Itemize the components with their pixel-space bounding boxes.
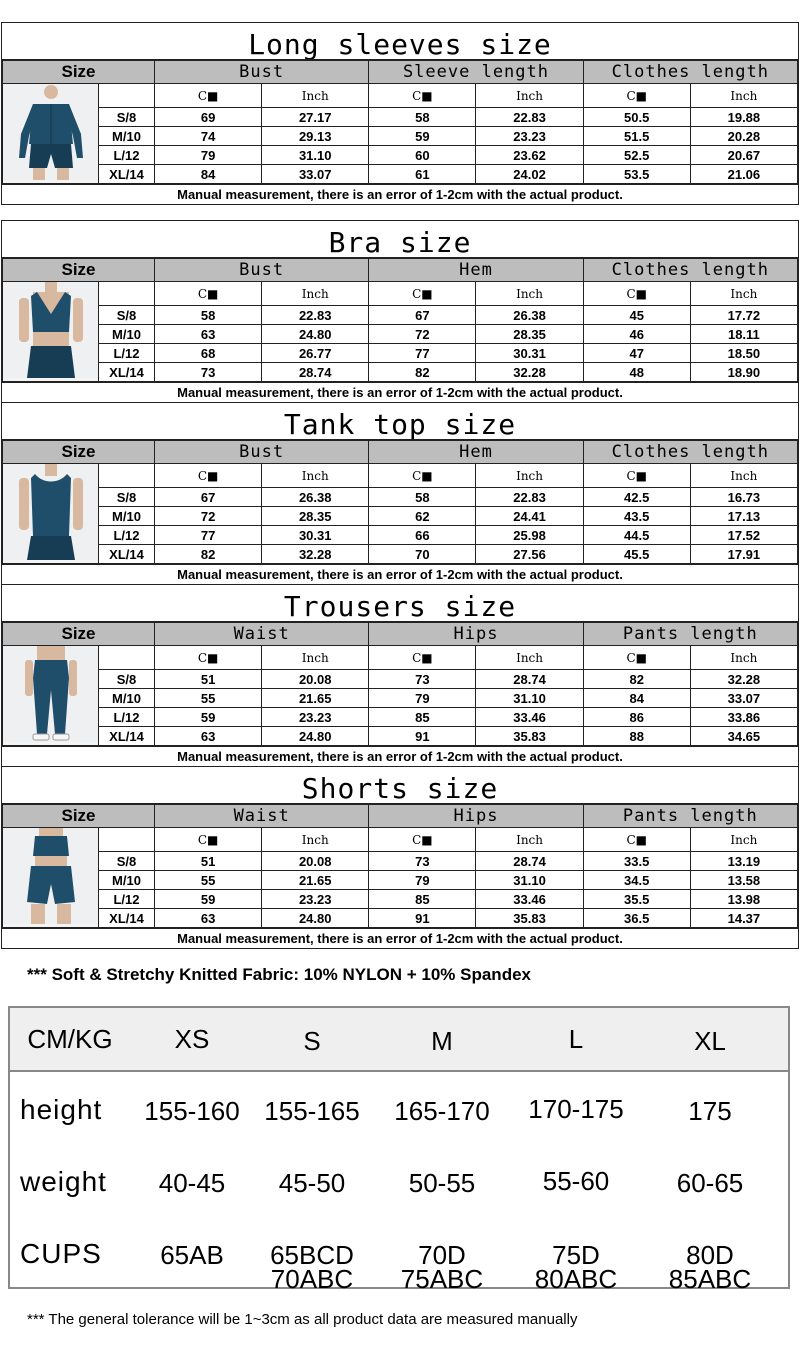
long-sleeves-size-chart	[1, 22, 799, 205]
tolerance-footnote: *** The general tolerance will be 1~3cm as all product data are measured manually	[27, 1311, 578, 1328]
measure-value: 28.35	[262, 507, 369, 526]
fit-height-value: 170-175	[528, 1094, 624, 1124]
measure-value: 21.65	[262, 871, 369, 890]
measure-group-header: Hem	[369, 259, 583, 282]
size-label: M/10	[99, 507, 155, 526]
measure-group-header: Waist	[155, 805, 369, 828]
table-row	[3, 325, 798, 344]
tank-top-size-chart	[1, 402, 799, 585]
size-label: S/8	[99, 852, 155, 871]
measure-value: 32.28	[262, 545, 369, 564]
unit-inch-label: Inch	[476, 84, 583, 108]
measurement-note: Manual measurement, there is an error of 1-2cm with the actual product.	[2, 746, 798, 766]
measure-group-header: Sleeve length	[369, 61, 583, 84]
measure-group-header: Clothes length	[583, 61, 797, 84]
measure-value: 61	[369, 165, 476, 184]
size-label: XL/14	[99, 727, 155, 746]
measure-group-header: Pants length	[583, 805, 797, 828]
size-label: M/10	[99, 689, 155, 708]
measurement-note: Manual measurement, there is an error of 1-2cm with the actual product.	[2, 928, 798, 948]
size-label: L/12	[99, 708, 155, 727]
measure-group-header: Pants length	[583, 623, 797, 646]
measure-group-header: Bust	[155, 259, 369, 282]
measure-value: 52.5	[583, 146, 690, 165]
measure-value: 58	[369, 108, 476, 127]
fit-weight-value: 50-55	[408, 1168, 476, 1198]
product-photo	[3, 828, 99, 928]
measure-value: 44.5	[583, 526, 690, 545]
measure-value: 33.46	[476, 708, 583, 727]
unit-inch-label: Inch	[690, 282, 797, 306]
measure-value: 58	[155, 306, 262, 325]
size-label: M/10	[99, 127, 155, 146]
measure-value: 60	[369, 146, 476, 165]
measure-value: 13.19	[690, 852, 797, 871]
unit-cm-label: C■	[155, 828, 262, 852]
measure-value: 16.73	[690, 488, 797, 507]
measure-value: 70	[369, 545, 476, 564]
measure-value: 14.37	[690, 909, 797, 928]
measure-value: 26.77	[262, 344, 369, 363]
measure-value: 72	[369, 325, 476, 344]
unit-inch-label: Inch	[262, 282, 369, 306]
measure-value: 82	[583, 670, 690, 689]
unit-cm-label: C■	[369, 828, 476, 852]
measure-value: 55	[155, 689, 262, 708]
measure-value: 88	[583, 727, 690, 746]
measure-value: 47	[583, 344, 690, 363]
measure-value: 17.91	[690, 545, 797, 564]
fit-cups-value-2: 80ABC	[534, 1264, 618, 1294]
fit-size-m: M	[431, 1026, 453, 1056]
measure-value: 35.5	[583, 890, 690, 909]
measure-value: 18.11	[690, 325, 797, 344]
fit-cups-value-2: 85ABC	[668, 1264, 752, 1294]
measure-value: 46	[583, 325, 690, 344]
measure-value: 77	[155, 526, 262, 545]
measure-value: 22.83	[262, 306, 369, 325]
fit-guide-table	[8, 1006, 790, 1294]
size-label: XL/14	[99, 165, 155, 184]
measure-value: 27.17	[262, 108, 369, 127]
measure-value: 22.83	[476, 488, 583, 507]
size-header: Size	[3, 623, 155, 646]
table-row	[3, 507, 798, 526]
measure-value: 35.83	[476, 727, 583, 746]
fit-cups-value-2: 70ABC	[270, 1264, 354, 1294]
measure-value: 23.62	[476, 146, 583, 165]
measure-value: 13.98	[690, 890, 797, 909]
unit-cm-label: C■	[369, 282, 476, 306]
table-row	[3, 344, 798, 363]
measure-value: 31.10	[262, 146, 369, 165]
size-table	[2, 622, 798, 746]
size-label: S/8	[99, 306, 155, 325]
size-label: S/8	[99, 108, 155, 127]
measure-value: 13.58	[690, 871, 797, 890]
table-row	[3, 727, 798, 746]
measurement-note: Manual measurement, there is an error of 1-2cm with the actual product.	[2, 382, 798, 402]
measure-value: 69	[155, 108, 262, 127]
table-row	[3, 165, 798, 184]
measure-value: 36.5	[583, 909, 690, 928]
measure-value: 21.65	[262, 689, 369, 708]
fit-cups-value: 75D	[552, 1240, 600, 1270]
product-photo	[3, 282, 99, 382]
measure-value: 58	[369, 488, 476, 507]
fit-height-value: 175	[688, 1096, 732, 1126]
measure-value: 28.35	[476, 325, 583, 344]
size-label: L/12	[99, 146, 155, 165]
fit-cups-value: 65BCD	[270, 1240, 354, 1270]
size-label: L/12	[99, 890, 155, 909]
size-table	[2, 804, 798, 928]
measure-value: 33.86	[690, 708, 797, 727]
unit-cm-label: C■	[369, 646, 476, 670]
measure-group-header: Waist	[155, 623, 369, 646]
product-photo	[3, 646, 99, 746]
size-header: Size	[3, 441, 155, 464]
unit-inch-label: Inch	[476, 464, 583, 488]
measure-value: 17.72	[690, 306, 797, 325]
fit-weight-label: weight	[20, 1166, 107, 1197]
table-row	[3, 108, 798, 127]
measure-value: 20.08	[262, 670, 369, 689]
fit-size-xs: XS	[174, 1024, 210, 1054]
table-row	[3, 708, 798, 727]
chart-title: Tank top size	[2, 403, 798, 440]
measure-value: 66	[369, 526, 476, 545]
measure-value: 32.28	[690, 670, 797, 689]
unit-cm-label: C■	[155, 282, 262, 306]
size-header: Size	[3, 61, 155, 84]
measure-value: 30.31	[262, 526, 369, 545]
chart-title: Bra size	[2, 221, 798, 258]
product-photo	[3, 464, 99, 564]
measure-value: 51	[155, 670, 262, 689]
measure-value: 30.31	[476, 344, 583, 363]
table-row	[3, 306, 798, 325]
measure-value: 18.50	[690, 344, 797, 363]
measure-value: 85	[369, 890, 476, 909]
measure-value: 21.06	[690, 165, 797, 184]
measure-value: 35.83	[476, 909, 583, 928]
bra-size-chart	[1, 220, 799, 403]
measure-value: 63	[155, 325, 262, 344]
measure-value: 72	[155, 507, 262, 526]
table-row	[3, 545, 798, 564]
table-row	[3, 488, 798, 507]
measure-value: 32.28	[476, 363, 583, 382]
measurement-note: Manual measurement, there is an error of 1-2cm with the actual product.	[2, 564, 798, 584]
unit-inch-label: Inch	[262, 84, 369, 108]
fit-cups-value: 70D	[418, 1240, 466, 1270]
measure-value: 79	[369, 689, 476, 708]
unit-inch-label: Inch	[476, 828, 583, 852]
unit-inch-label: Inch	[262, 828, 369, 852]
measure-value: 31.10	[476, 689, 583, 708]
measure-group-header: Hips	[369, 623, 583, 646]
measure-value: 63	[155, 909, 262, 928]
size-header: Size	[3, 259, 155, 282]
measure-group-header: Bust	[155, 61, 369, 84]
measure-value: 82	[155, 545, 262, 564]
measure-value: 26.38	[476, 306, 583, 325]
measure-value: 28.74	[262, 363, 369, 382]
table-row	[3, 146, 798, 165]
unit-cm-label: C■	[583, 84, 690, 108]
measure-value: 19.88	[690, 108, 797, 127]
shorts-size-chart	[1, 766, 799, 949]
table-row	[3, 852, 798, 871]
unit-cm-label: C■	[583, 646, 690, 670]
table-row	[3, 127, 798, 146]
fit-corner-label: CM/KG	[27, 1024, 113, 1054]
measure-group-header: Hips	[369, 805, 583, 828]
measure-value: 20.28	[690, 127, 797, 146]
measure-value: 34.5	[583, 871, 690, 890]
fit-size-l: L	[568, 1024, 584, 1054]
measure-value: 17.13	[690, 507, 797, 526]
measure-value: 33.07	[690, 689, 797, 708]
measure-value: 20.67	[690, 146, 797, 165]
product-photo	[3, 84, 99, 184]
measure-value: 26.38	[262, 488, 369, 507]
unit-cm-label: C■	[583, 828, 690, 852]
unit-inch-label: Inch	[690, 464, 797, 488]
measure-value: 28.74	[476, 670, 583, 689]
measure-value: 50.5	[583, 108, 690, 127]
measure-value: 55	[155, 871, 262, 890]
measure-value: 24.80	[262, 325, 369, 344]
fit-height-label: height	[20, 1094, 103, 1125]
measure-value: 25.98	[476, 526, 583, 545]
chart-title: Trousers size	[2, 585, 798, 622]
fit-weight-value: 45-50	[278, 1168, 346, 1198]
fit-height-value: 165-170	[394, 1096, 490, 1126]
measure-value: 45	[583, 306, 690, 325]
measure-value: 33.46	[476, 890, 583, 909]
fit-weight-value: 60-65	[676, 1168, 744, 1198]
measure-value: 18.90	[690, 363, 797, 382]
fit-weight-value: 40-45	[158, 1168, 226, 1198]
trousers-size-chart	[1, 584, 799, 767]
chart-title: Shorts size	[2, 767, 798, 804]
measure-value: 53.5	[583, 165, 690, 184]
table-row	[3, 909, 798, 928]
table-row	[3, 363, 798, 382]
size-label: L/12	[99, 344, 155, 363]
measure-value: 67	[369, 306, 476, 325]
unit-inch-label: Inch	[262, 464, 369, 488]
chart-title: Long sleeves size	[2, 23, 798, 60]
size-label: XL/14	[99, 545, 155, 564]
size-table	[2, 258, 798, 382]
measure-value: 51	[155, 852, 262, 871]
measure-value: 24.80	[262, 909, 369, 928]
fabric-note: *** Soft & Stretchy Knitted Fabric: 10% NYLON + 10% Spandex	[27, 965, 531, 984]
measure-group-header: Hem	[369, 441, 583, 464]
fit-size-xl: XL	[694, 1026, 726, 1056]
fit-cups-label: CUPS	[20, 1238, 102, 1269]
unit-inch-label: Inch	[690, 84, 797, 108]
measure-value: 45.5	[583, 545, 690, 564]
measure-value: 17.52	[690, 526, 797, 545]
fit-cups-value: 80D	[686, 1240, 734, 1270]
fit-guide-header	[10, 1008, 788, 1072]
measure-value: 73	[369, 852, 476, 871]
unit-inch-label: Inch	[262, 646, 369, 670]
measure-value: 67	[155, 488, 262, 507]
fit-weight-value: 55-60	[542, 1166, 610, 1196]
size-label: M/10	[99, 325, 155, 344]
fit-height-value: 155-160	[144, 1096, 240, 1126]
measure-value: 27.56	[476, 545, 583, 564]
unit-inch-label: Inch	[690, 828, 797, 852]
fit-height-value: 155-165	[264, 1096, 360, 1126]
measure-value: 74	[155, 127, 262, 146]
unit-cm-label: C■	[369, 84, 476, 108]
measure-value: 23.23	[476, 127, 583, 146]
measure-value: 29.13	[262, 127, 369, 146]
measure-value: 85	[369, 708, 476, 727]
measure-value: 33.07	[262, 165, 369, 184]
measure-value: 22.83	[476, 108, 583, 127]
size-label: L/12	[99, 526, 155, 545]
measure-value: 91	[369, 727, 476, 746]
fit-cups-value: 65AB	[160, 1240, 224, 1270]
size-table	[2, 440, 798, 564]
measure-value: 59	[155, 708, 262, 727]
unit-cm-label: C■	[155, 84, 262, 108]
measure-value: 86	[583, 708, 690, 727]
table-row	[3, 689, 798, 708]
unit-cm-label: C■	[583, 282, 690, 306]
measure-value: 68	[155, 344, 262, 363]
measure-group-header: Clothes length	[583, 441, 797, 464]
measure-value: 24.02	[476, 165, 583, 184]
size-label: S/8	[99, 488, 155, 507]
measure-value: 77	[369, 344, 476, 363]
measure-value: 28.74	[476, 852, 583, 871]
table-row	[3, 890, 798, 909]
table-row	[3, 871, 798, 890]
measure-value: 84	[583, 689, 690, 708]
measure-value: 62	[369, 507, 476, 526]
measure-value: 82	[369, 363, 476, 382]
size-header: Size	[3, 805, 155, 828]
table-row	[3, 526, 798, 545]
measure-value: 34.65	[690, 727, 797, 746]
size-table	[2, 60, 798, 184]
measure-value: 33.5	[583, 852, 690, 871]
measure-value: 48	[583, 363, 690, 382]
unit-inch-label: Inch	[476, 282, 583, 306]
size-label: M/10	[99, 871, 155, 890]
measure-value: 59	[369, 127, 476, 146]
unit-cm-label: C■	[155, 646, 262, 670]
measure-value: 79	[155, 146, 262, 165]
fit-size-s: S	[303, 1026, 321, 1056]
measure-value: 23.23	[262, 890, 369, 909]
measure-value: 23.23	[262, 708, 369, 727]
measure-value: 73	[369, 670, 476, 689]
fit-cups-value-2: 75ABC	[400, 1264, 484, 1294]
unit-cm-label: C■	[583, 464, 690, 488]
measure-value: 79	[369, 871, 476, 890]
measure-value: 24.41	[476, 507, 583, 526]
size-label: S/8	[99, 670, 155, 689]
measurement-note: Manual measurement, there is an error of 1-2cm with the actual product.	[2, 184, 798, 204]
measure-group-header: Clothes length	[583, 259, 797, 282]
measure-value: 51.5	[583, 127, 690, 146]
measure-value: 20.08	[262, 852, 369, 871]
measure-value: 73	[155, 363, 262, 382]
unit-cm-label: C■	[155, 464, 262, 488]
measure-group-header: Bust	[155, 441, 369, 464]
measure-value: 24.80	[262, 727, 369, 746]
measure-value: 43.5	[583, 507, 690, 526]
table-row	[3, 670, 798, 689]
unit-cm-label: C■	[369, 464, 476, 488]
measure-value: 91	[369, 909, 476, 928]
measure-value: 42.5	[583, 488, 690, 507]
unit-inch-label: Inch	[476, 646, 583, 670]
measure-value: 59	[155, 890, 262, 909]
measure-value: 31.10	[476, 871, 583, 890]
measure-value: 84	[155, 165, 262, 184]
size-label: XL/14	[99, 909, 155, 928]
unit-inch-label: Inch	[690, 646, 797, 670]
size-label: XL/14	[99, 363, 155, 382]
measure-value: 63	[155, 727, 262, 746]
